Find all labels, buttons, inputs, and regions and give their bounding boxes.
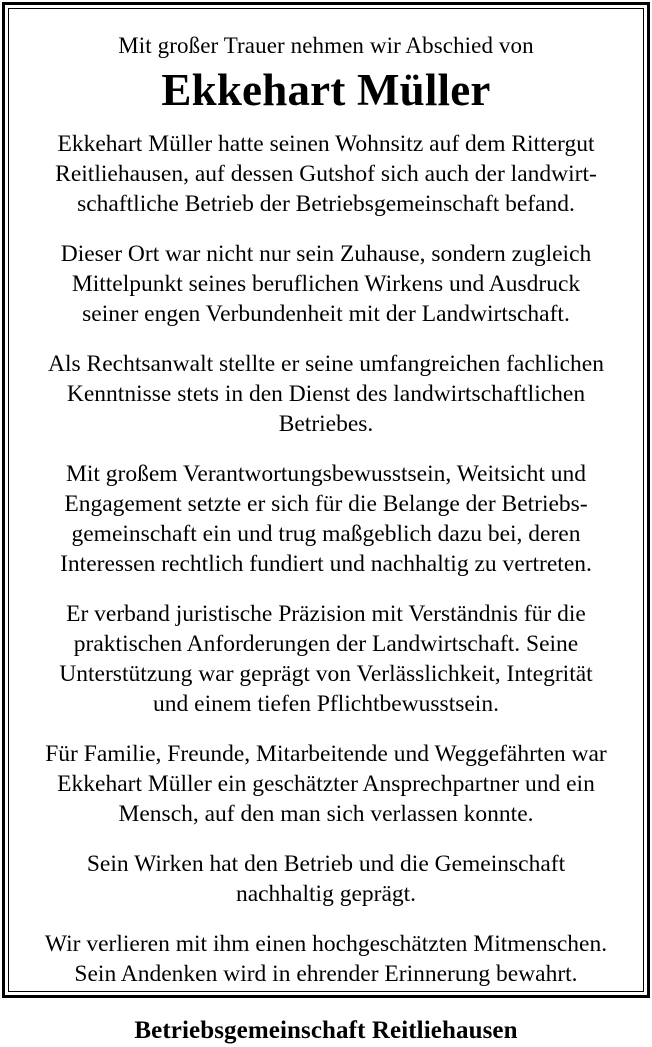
paragraph-line: Betriebes. — [278, 411, 374, 437]
paragraph-line: Wir verlieren mit ihm einen hochgeschätzten Mitmenschen. — [44, 931, 608, 957]
paragraph-line: gemeinschaft ein und trug maßgeblich dazu bei, deren — [71, 521, 581, 547]
paragraph-line: Mittelpunkt seines beruflichen Wirkens und Ausdruck — [71, 271, 581, 297]
paragraph-line: Sein Andenken wird in ehrender Erinnerung bewahrt. — [74, 961, 578, 987]
paragraph-home-and-work — [31, 239, 621, 329]
intro-line: Mit großer Trauer nehmen wir Abschied von — [118, 33, 534, 58]
paragraph-line: Interessen rechtlich fundiert und nachhaltig zu vertreten. — [60, 551, 592, 577]
paragraph-line: Kenntnisse stets in den Dienst des landwirtschaftlichen — [66, 381, 586, 407]
paragraph-line: und einem tiefen Pflichtbewusstsein. — [153, 691, 499, 717]
paragraph-line: praktischen Anforderungen der Landwirtschaft. Seine — [73, 631, 579, 657]
paragraph-line: Ekkehart Müller ein geschätzter Ansprechpartner und ein — [57, 771, 595, 797]
paragraph-line: Unterstützung war geprägt von Verlässlichkeit, Integrität — [59, 661, 593, 687]
paragraph-line: seiner engen Verbundenheit mit der Landwirtschaft. — [82, 301, 570, 327]
paragraph-line: Reitliehausen, auf dessen Gutshof sich auch der landwirt- — [55, 161, 597, 187]
paragraph-line: Ekkehart Müller hatte seinen Wohnsitz auf dem Rittergut — [57, 131, 595, 157]
paragraph-line: Er verband juristische Präzision mit Verständnis für die — [66, 601, 586, 627]
paragraph-legacy — [31, 849, 621, 909]
paragraph-line: Mensch, auf den man sich verlassen konnte. — [118, 801, 534, 827]
paragraph-line: Sein Wirken hat den Betrieb und die Gemeinschaft — [86, 851, 566, 877]
paragraph-residence — [31, 129, 621, 219]
deceased-name: Ekkehart Müller — [161, 65, 491, 115]
paragraph-line: nachhaltig geprägt. — [235, 881, 417, 907]
notice-content — [9, 9, 643, 1044]
signature-line: Betriebsgemeinschaft Reitliehausen — [134, 1017, 518, 1044]
paragraph-line: Engagement setzte er sich für die Belange der Betriebs- — [64, 491, 588, 517]
paragraph-commitment — [31, 459, 621, 579]
paragraph-family-friends — [31, 739, 621, 829]
paragraph-precision — [31, 599, 621, 719]
paragraph-line: schaftliche Betrieb der Betriebsgemeinschaft befand. — [77, 191, 575, 217]
paragraph-lawyer — [31, 349, 621, 439]
paragraph-line: Mit großem Verantwortungsbewusstsein, Weitsicht und — [65, 461, 587, 487]
paragraph-line: Als Rechtsanwalt stellte er seine umfangreichen fachlichen — [48, 351, 604, 377]
paragraph-line: Dieser Ort war nicht nur sein Zuhause, sondern zugleich — [60, 241, 592, 267]
obituary-body — [31, 129, 621, 989]
paragraph-remembrance — [31, 929, 621, 989]
paragraph-line: Für Familie, Freunde, Mitarbeitende und Weggefährten war — [45, 741, 607, 767]
